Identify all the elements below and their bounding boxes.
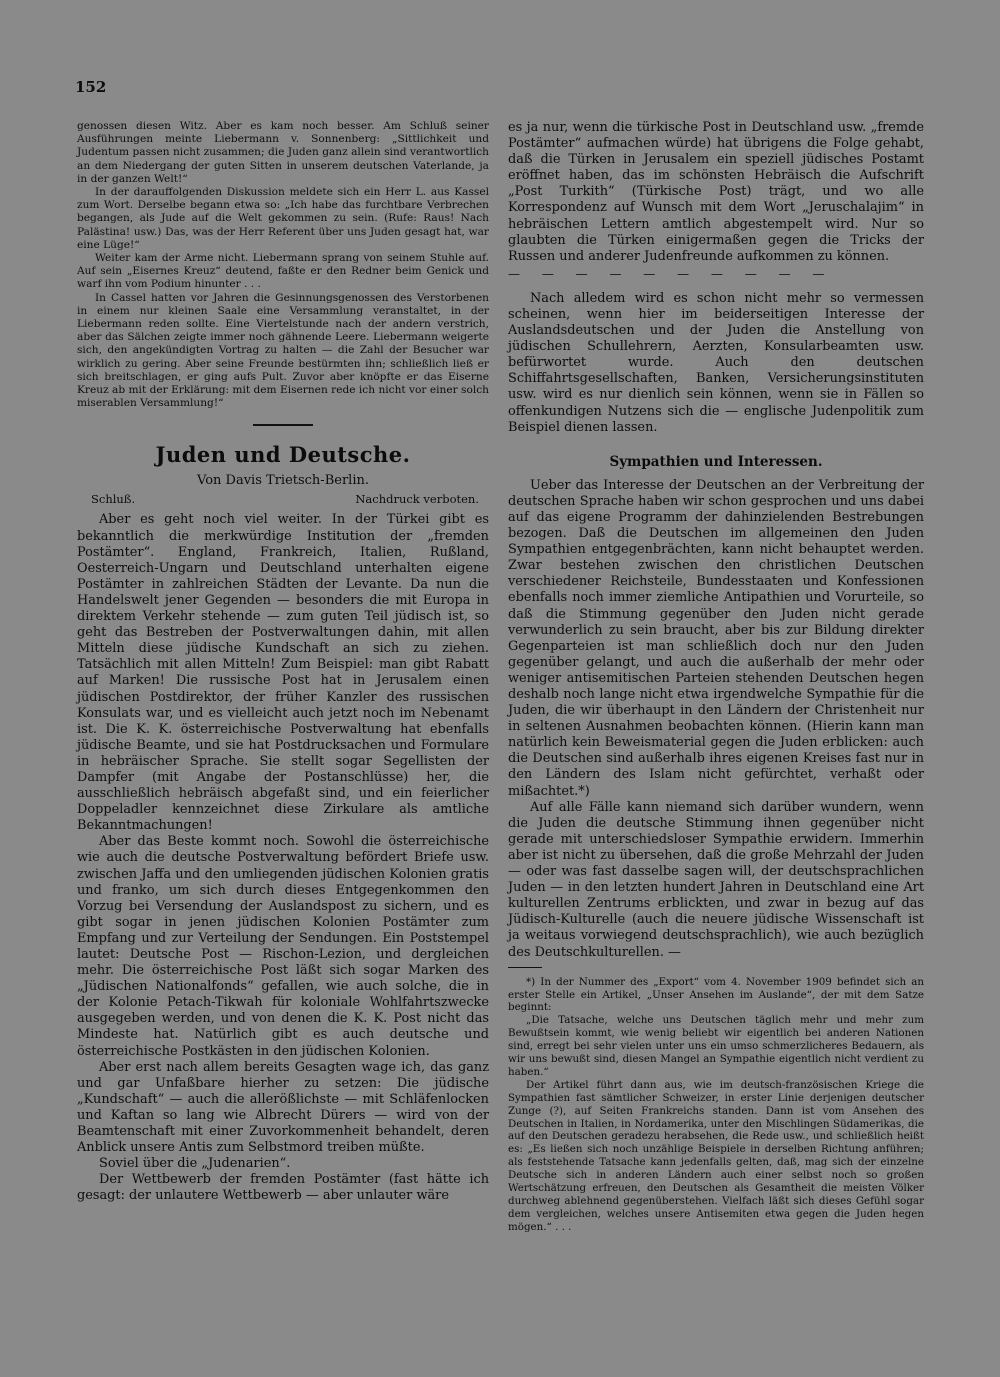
left-column bbox=[77, 120, 489, 1205]
intro-paragraph: In der darauffolgenden Diskussion meldete sich ein Herr L. aus Kassel zum Wort. Derselbe begann etwa so: „Ich habe das furchtbare Verbrechen begangen, als Jude auf die Welt gekommen zu sein. (Rufe: Raus! Nach Palästina! usw.) Das, was der Herr Referent über uns Juden gesagt hat, war eine Lüge!“ bbox=[77, 186, 489, 251]
intro-paragraph: genossen diesen Witz. Aber es kam noch besser. Am Schluß seiner Ausführungen meinte Liebermann v. Sonnenberg: „Sittlichkeit und Judentum passen nicht zusammen; die Juden ganz allein sind verantwortlich an dem Niedergang der guten Sitten in unserem deutschen Vaterlande, ja in der ganzen Welt!“ bbox=[77, 120, 489, 185]
article-body-right bbox=[508, 120, 924, 961]
footnote-paragraph: *) In der Nummer des „Export“ vom 4. November 1909 befindet sich an erster Stelle ein Artikel, „Unser Ansehen im Auslande“, der mit dem Satze beginnt: bbox=[508, 975, 924, 1014]
article-paragraph: Auf alle Fälle kann niemand sich darüber wundern, wenn die Juden die deutsche Stimmung ihnen gegenüber nicht gerade mit unterschiedsloser Sympathie erwidern. Immerhin aber ist nicht zu übersehen, daß die große Mehrzahl der Juden — oder was fast dasselbe sagen will, der deutschsprachlichen Juden — in den letzten hundert Jahren in Deutschland eine Art kulturellen Zentrums erblickten, und zwar in bezug auf das Jüdisch-Kulturelle (auch die neuere jüdische Wissenschaft ist ja weitaus vorwiegend deutschsprachlich), wie auch bezüglich des Deutschkulturellen. — bbox=[508, 799, 924, 960]
article-paragraph: Aber es geht noch viel weiter. In der Türkei gibt es bekanntlich die merkwürdige Institution der „fremden Postämter“. England, Frankreich, Italien, Rußland, Oesterreich-Ungarn und Deutschland unterhalten eigene Postämter in zahlreichen Städten der Levante. Da nun die Handelswelt jener Gegenden — besonders die mit Europa in direktem Verkehr stehende — zum guten Teil jüdisch ist, so geht das Bestreben der Postverwaltungen dahin, mit allen Mitteln diese jüdische Kundschaft an sich zu ziehen. Tatsächlich mit allen Mitteln! Zum Beispiel: man gibt Rabatt auf Marken! Die russische Post hat in Jerusalem einen jüdischen Postdirektor, der früher Kanzler des russischen Konsulats war, und es vielleicht auch jetzt noch im Nebenamt ist. Die K. K. österreichische Postverwaltung hat ebenfalls jüdische Beamte, und sie hat Postdrucksachen und Formulare in hebräischer Sprache. Sie stellt sogar Segellisten der Dampfer (mit Angabe der Postanschlüsse) her, die ausschließlich hebräisch abgefaßt sind, und ein feierlicher Doppeladler kennzeichnet diese Zirkulare als amtliche Bekanntmachungen! bbox=[77, 512, 489, 834]
article-paragraph: es ja nur, wenn die türkische Post in Deutschland usw. „fremde Postämter“ aufmachen würde) hat übrigens die Folge gehabt, daß die Türken in Jerusalem ein speziell jüdisches Postamt eröffnet haben, das im schönsten Hebräisch die Aufschrift „Post Turkith“ (Türkische Post) trägt, und wo alle Korrespondenz auf Wunsch mit dem Wort „Jeruschalajim“ in hebräischen Lettern amtlich abgestempelt wird. Nur so glaubten die Türken einigermaßen gegen die Tricks der Russen und anderer Judenfreunde aufkommen zu können. bbox=[508, 120, 924, 264]
continuation-note: Schluß. bbox=[91, 492, 136, 507]
section-divider bbox=[253, 424, 313, 426]
intro-section bbox=[77, 120, 489, 410]
footnote-paragraph: Der Artikel führt dann aus, wie im deutsch-französischen Kriege die Sympathien fast sämtlicher Schweizer, in erster Linie derjenigen deutscher Zunge (?), auf Seiten Frankreichs standen. Dann ist vom Ansehen des Deutschen in Italien, in Nordamerika, unter den Mischlingen Südamerikas, die auf den Deutschen geradezu herabsehen, die Rede usw., und schließlich heißt es: „Es ließen sich noch unzählige Beispiele in derselben Richtung anführen; als feststehende Tatsache kann jedenfalls gelten, daß, mag sich der einzelne Deutsche sich in anderen Ländern auch einer selbst noch so großen Wertschätzung erfreuen, den Deutschen als Gesamtheit die meisten Völker durchweg ablehnend gegenüberstehen. Vielfach läßt sich dieses Gefühl sogar dem vergleichen, welches unsere Antisemiten etwa gegen die Juden hegen mögen.“ . . . bbox=[508, 1078, 924, 1233]
dash-divider: — — — — — — — — — — bbox=[508, 266, 834, 281]
intro-paragraph: In Cassel hatten vor Jahren die Gesinnungsgenossen des Verstorbenen in einem nur kleinen Saale eine Versammlung veranstaltet, in der Liebermann reden sollte. Eine Viertelstunde nach der andern verstrich, aber das Sälchen zeigte immer noch gähnende Leere. Liebermann weigerte sich, den angekündigten Vortrag zu halten — die Zahl der Besucher war wirklich zu gering. Aber seine Freunde bestürmten ihn; schließlich ließ er sich breitschlagen, er ging aufs Pult. Zuvor aber knöpfte er das Eiserne Kreuz ab mit der Erklärung: mit dem Eisernen rede ich nicht vor einer solch miserablen Versammlung!“ bbox=[77, 291, 489, 410]
article-paragraph: Ueber das Interesse der Deutschen an der Verbreitung der deutschen Sprache haben wir schon gesprochen und uns dabei auf das eigene Programm der dahinzielenden Bestrebungen bezogen. Daß die Deutschen im allgemeinen den Juden Sympathien entgegenbrächten, kann nicht behauptet werden. Zwar bestehen zwischen den christlichen Deutschen verschiedener Reichsteile, Bundesstaaten und Konfessionen ebenfalls noch immer ziemliche Antipathien und Vorurteile, so daß die Stimmung gegenüber den Juden nicht gerade verwunderlich zu sein braucht, aber bis zur Bildung direkter Gegenparteien ist man schließlich doch nur den Juden gegenüber gelangt, und auch die außerhalb der mehr oder weniger antisemitischen Parteien stehenden Deutschen hegen deshalb noch lange nicht etwa irgendwelche Sympathie für die Juden, die wir überhaupt in den Ländern der Christenheit nur in seltenen Ausnahmen beobachten können. (Hierin kann man natürlich kein Beweismaterial gegen die Juden erblicken: auch die Deutschen sind außerhalb ihres eigenen Kreises fast nur in den Ländern des Islam nicht gefürchtet, verhaßt oder mißachtet.*) bbox=[508, 477, 924, 799]
footnotes bbox=[508, 976, 924, 1234]
section-heading: Sympathien und Interessen. bbox=[609, 453, 823, 470]
article-byline: Von Davis Trietsch-Berlin. bbox=[197, 473, 369, 489]
article-meta bbox=[91, 492, 479, 506]
article-body-left bbox=[77, 512, 489, 1204]
footnote-rule bbox=[508, 967, 542, 968]
article-paragraph: Der Wettbewerb der fremden Postämter (fast hätte ich gesagt: der unlautere Wettbewerb — aber unlauter wäre bbox=[77, 1172, 489, 1204]
article-paragraph: Nach alledem wird es schon nicht mehr so vermessen scheinen, wenn hier im beiderseitigen Interesse der Auslandsdeutschen und der Juden die Anstellung von jüdischen Schullehrern, Aerzten, Konsularbeamten usw. befürwortet wurde. Auch den deutschen Schiffahrtsgesellschaften, Banken, Versicherungsinstituten usw. wird es nur dienlich sein können, wenn sie in Fällen so offenkundigen Nutzens sich die — englische Judenpolitik zum Beispiel dienen lassen. bbox=[508, 290, 924, 435]
intro-paragraph: Weiter kam der Arme nicht. Liebermann sprang von seinem Stuhle auf. Auf sein „Eisernes Kreuz“ deutend, faßte er den Redner beim Genick und warf ihn vom Podium hinunter . . . bbox=[77, 252, 489, 291]
footnote-paragraph: „Die Tatsache, welche uns Deutschen täglich mehr und mehr zum Bewußtsein kommt, wie wenig beliebt wir eigentlich bei anderen Nationen sind, erregt bei sehr vielen unter uns ein umso schmerzlicheres Bedauern, als wir uns bewußt sind, diesen Mangel an Sympathie eigentlich nicht verdient zu haben.“ bbox=[508, 1014, 924, 1078]
article-title: Juden und Deutsche. bbox=[155, 442, 411, 468]
article-paragraph: Aber das Beste kommt noch. Sowohl die österreichische wie auch die deutsche Postverwaltung befördert Briefe usw. zwischen Jaffa und den umliegenden jüdischen Kolonien gratis und franko, um sich durch dieses Entgegenkommen den Vorzug bei Versendung der Auslandspost zu sichern, und es gibt sogar in jenen jüdischen Kolonien Postämter zum Empfang und zur Verteilung der Sendungen. Ein Poststempel lautet: Deutsche Post — Rischon-Lezion, und dergleichen mehr. Die österreichische Post läßt sich sogar Marken des „Jüdischen Nationalfonds“ gefallen, wie auch solche, die in der Kolonie Petach-Tikwah für koloniale Wohlfahrtszwecke ausgegeben werden, und von denen die K. K. Post nicht das Mindeste hat. Natürlich gibt es auch deutsche und österreichische Postkästen in den jüdischen Kolonien. bbox=[77, 834, 489, 1059]
page-number: 152 bbox=[75, 78, 107, 96]
article-paragraph: Aber erst nach allem bereits Gesagten wage ich, das ganz und gar Unfaßbare hierher zu setzen: Die jüdische „Kundschaft“ — auch die allerößlichste — mit Schläfenlocken und Kaftan so lang wie Albrecht Dürers — wird von der Beamtenschaft mit einer Zuvorkommenheit behandelt, deren Anblick unsere Antis zum Selbstmord treiben müßte. bbox=[77, 1059, 489, 1156]
article-paragraph: Soviel über die „Judenarien“. bbox=[99, 1156, 291, 1172]
reprint-notice: Nachdruck verboten. bbox=[355, 492, 479, 507]
right-column bbox=[508, 120, 924, 1234]
